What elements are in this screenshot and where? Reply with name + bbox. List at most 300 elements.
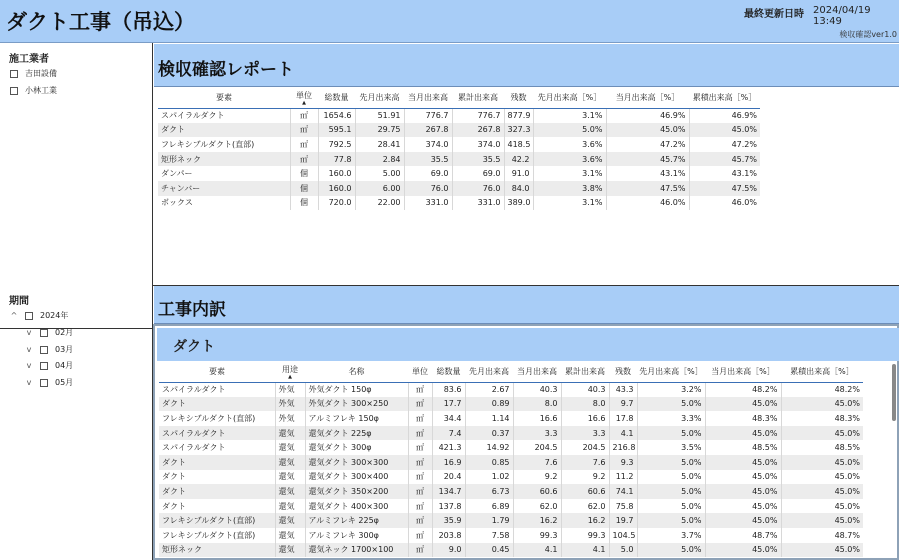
checkbox-icon[interactable] [40,362,48,370]
table-cell: 7.4 [432,426,465,441]
table-cell: 331.0 [452,196,504,211]
table-cell: 45.0% [781,484,863,499]
column-header[interactable] [689,88,760,108]
column-header[interactable] [408,362,432,382]
table-cell: 還気 [275,513,305,528]
contractor-slicer-title: 施工業者 [9,54,49,65]
table-cell: 776.7 [404,108,452,123]
table-cell: 45.0% [781,499,863,514]
table-cell: 16.2 [561,513,609,528]
column-header[interactable] [404,88,452,108]
table-cell: ダクト [159,397,275,412]
table-cell: 42.2 [504,152,533,167]
table-cell: 389.0 [504,196,533,211]
table-cell: 22.00 [355,196,404,211]
table-cell: 還気ダクト 300×300 [305,455,408,470]
table-cell: 137.8 [432,499,465,514]
table-cell: 9.7 [609,397,637,412]
table-cell: ㎡ [408,455,432,470]
table-cell: 17.7 [432,397,465,412]
column-header[interactable] [452,88,504,108]
report-table-container [158,88,763,210]
table-row[interactable] [159,397,863,412]
column-header[interactable] [275,362,305,382]
version-label: 検収確認ver1.0 [839,30,897,39]
table-row[interactable] [159,455,863,470]
table-cell: 40.3 [561,382,609,397]
table-cell: 4.1 [513,543,561,558]
table-cell: 17.8 [609,411,637,426]
table-cell: 46.9% [689,108,760,123]
table-cell: ダクト [158,123,290,138]
checkbox-icon[interactable] [40,329,48,337]
table-cell: 14.92 [465,440,513,455]
breakdown-title: 工事内訳 [158,300,226,320]
table-cell: 16.6 [513,411,561,426]
report-table [158,88,760,210]
table-row[interactable] [159,382,863,397]
column-header[interactable] [781,362,863,382]
table-cell: 4.1 [609,426,637,441]
table-cell: 46.0% [606,196,689,211]
table-cell: 327.3 [504,123,533,138]
table-cell: 267.8 [452,123,504,138]
table-cell: 5.0% [637,499,705,514]
table-cell: ㎡ [290,152,318,167]
duct-panel [153,324,899,560]
table-cell: 45.0% [781,513,863,528]
table-cell: 45.0% [606,123,689,138]
checkbox-icon[interactable] [25,312,33,320]
table-cell: 還気ダクト 225φ [305,426,408,441]
table-cell: 877.9 [504,108,533,123]
period-year-2024[interactable] [9,310,68,321]
table-cell: ㎡ [408,513,432,528]
table-cell: 160.0 [318,166,355,181]
column-header-label: 総数量 [324,93,349,103]
column-header[interactable] [432,362,465,382]
table-cell: ダンパー [161,169,193,179]
table-cell: 5.00 [355,166,404,181]
column-header[interactable] [637,362,705,382]
report-title: 検収確認レポート [158,60,294,80]
table-cell: 2.84 [355,152,404,167]
table-cell: ㎡ [290,123,318,138]
contractor-option-yoshida[interactable] [10,68,57,79]
table-cell: 48.7% [781,528,863,543]
table-cell: スパイラルダクト [162,443,226,453]
table-cell: 3.5% [637,440,705,455]
table-cell: スパイラルダクト [162,385,226,395]
column-header-label: 累計出来高 [565,367,605,377]
table-cell: ボックス [161,198,193,208]
table-cell: 3.3 [561,426,609,441]
table-row[interactable] [159,543,863,558]
table-cell: 5.0% [637,484,705,499]
table-cell: 595.1 [318,123,355,138]
table-row[interactable] [158,137,760,152]
last-updated-value: 2024/04/19 13:49 [813,5,871,27]
table-cell: フレキシブルダクト(直部) [161,139,255,149]
month-label: 04月 [55,361,74,370]
table-cell: 374.0 [452,137,504,152]
table-cell: 62.0 [561,499,609,514]
table-cell: 45.0% [781,426,863,441]
table-cell: 3.6% [533,137,606,152]
table-cell: 776.7 [452,108,504,123]
column-header-label: 累計出来高 [458,93,498,103]
year-label: 2024年 [40,311,69,320]
table-cell: 7.6 [513,455,561,470]
table-cell: 104.5 [609,528,637,543]
table-cell: 6.89 [465,499,513,514]
table-cell: 75.8 [609,499,637,514]
table-cell: フレキシブルダクト(直部) [162,530,256,540]
table-cell: 83.6 [432,382,465,397]
table-row[interactable] [158,166,760,181]
table-cell: 還気 [275,455,305,470]
table-cell: 16.2 [513,513,561,528]
table-cell: 5.0% [637,513,705,528]
month-label: 02月 [55,328,74,337]
table-row[interactable] [158,152,760,167]
table-cell: 45.0% [705,455,781,470]
table-cell: 外気ダクト 150φ [305,382,408,397]
table-cell: 60.6 [513,484,561,499]
table-cell: 47.2% [689,137,760,152]
table-cell: 99.3 [561,528,609,543]
table-row[interactable] [159,499,863,514]
column-header-label: 残数 [510,93,527,103]
table-cell: 16.9 [432,455,465,470]
table-cell: 216.8 [609,440,637,455]
table-cell: ㎡ [408,411,432,426]
column-header[interactable] [465,362,513,382]
column-header-label: 当月出来高［%］ [615,93,680,103]
table-cell: 45.0% [781,397,863,412]
column-header-label: 累積出来高［%］ [692,93,757,103]
column-header-label: 先月出来高 [359,93,400,103]
duct-title: ダクト [173,339,215,355]
table-cell: フレキシブルダクト(直部) [159,513,275,528]
table-row[interactable] [158,123,760,138]
table-cell: ダクト [162,501,186,511]
period-month-02[interactable] [24,327,73,338]
column-header-label: 当月出来高［%］ [711,367,775,377]
table-cell: 76.0 [452,181,504,196]
table-cell: 43.1% [689,166,760,181]
table-cell: 84.0 [504,181,533,196]
table-cell: 7.6 [561,455,609,470]
table-cell: 外気 [275,397,305,412]
column-header[interactable] [504,88,533,108]
column-header[interactable] [290,88,318,108]
chevron-down-icon[interactable]: v [26,378,32,387]
table-cell: 還気 [275,426,305,441]
table-cell: 69.0 [452,166,504,181]
column-header[interactable] [609,362,637,382]
table-row[interactable] [159,528,863,543]
table-cell: 134.7 [432,484,465,499]
table-row[interactable] [159,484,863,499]
column-header-label: 要素 [216,93,232,103]
table-cell: 0.85 [465,455,513,470]
table-cell: 5.0% [637,543,705,558]
table-cell: 5.0 [609,543,637,558]
table-cell: 個 [290,196,318,211]
table-row[interactable] [159,426,863,441]
breakdown-scrollbar[interactable] [892,364,896,421]
table-cell: 3.1% [533,108,606,123]
table-cell: 還気 [275,484,305,499]
column-header-label: 名称 [348,367,365,377]
breakdown-table-container [159,362,865,557]
period-month-05[interactable] [24,377,73,388]
table-cell: 45.0% [705,484,781,499]
table-cell: 5.0% [637,397,705,412]
table-cell: 還気 [275,499,305,514]
table-cell: 9.0 [432,543,465,558]
checkbox-icon[interactable] [40,346,48,354]
column-header-label: 当月出来高 [408,93,448,103]
table-cell: 6.73 [465,484,513,499]
table-cell: ㎡ [408,543,432,558]
table-cell: 外気ダクト 300×250 [305,397,408,412]
table-cell: ダクト [162,472,186,482]
table-cell: 203.8 [432,528,465,543]
report-header [154,44,899,87]
table-cell: 5.0% [637,470,705,485]
table-cell: 48.5% [705,440,781,455]
table-cell: 矩形ネック [159,543,275,558]
table-cell: 8.0 [561,397,609,412]
column-header[interactable] [158,88,290,108]
table-cell: 28.41 [355,137,404,152]
table-cell: 還気 [275,440,305,455]
table-cell: 個 [290,181,318,196]
table-cell: 45.7% [606,152,689,167]
filter-panel [0,43,153,560]
table-cell: ㎡ [408,440,432,455]
table-cell: 45.0% [689,123,760,138]
table-cell: 45.7% [689,152,760,167]
table-cell: 47.5% [606,181,689,196]
table-cell: 還気ダクト 400×300 [305,499,408,514]
chevron-down-icon[interactable]: v [26,345,32,354]
table-cell: 160.0 [318,181,355,196]
table-row[interactable] [159,411,863,426]
table-cell: アルミフレキ 225φ [305,513,408,528]
table-cell: ㎡ [408,470,432,485]
table-cell: ㎡ [408,426,432,441]
table-cell: 91.0 [504,166,533,181]
table-cell: 418.5 [504,137,533,152]
table-cell: 還気ダクト 350×200 [305,484,408,499]
table-cell: 43.1% [606,166,689,181]
column-header[interactable] [318,88,355,108]
table-cell: 374.0 [404,137,452,152]
table-cell: 46.0% [689,196,760,211]
table-cell: ダクト [159,455,275,470]
table-cell: 45.0% [705,513,781,528]
table-cell: 0.89 [465,397,513,412]
period-slicer-title: 期間 [9,296,29,307]
table-cell: 3.2% [637,382,705,397]
table-cell: 3.1% [533,196,606,211]
checkbox-icon[interactable] [40,379,48,387]
table-cell: 48.7% [705,528,781,543]
chevron-up-icon[interactable]: ^ [10,311,18,320]
table-cell: 62.0 [513,499,561,514]
breakdown-header [154,286,899,324]
table-cell: 45.0% [781,470,863,485]
table-cell: 9.2 [513,470,561,485]
table-cell: 2.67 [465,382,513,397]
contractor-option-kobayashi[interactable] [10,85,57,96]
column-header[interactable] [561,362,609,382]
table-row[interactable] [159,513,863,528]
chevron-down-icon[interactable]: v [26,328,32,337]
column-header-label: 先月出来高 [469,367,509,377]
app-title: ダクト工事（吊込） [6,10,195,34]
table-cell: 46.9% [606,108,689,123]
contractor-label: 吉田設備 [25,69,57,78]
table-cell: 5.0% [533,123,606,138]
table-cell: ㎡ [408,382,432,397]
table-row[interactable] [158,181,760,196]
table-cell: ㎡ [408,499,432,514]
table-cell: 個 [290,166,318,181]
sort-ascending-icon[interactable]: ▲ [288,374,292,381]
table-cell: アルミフレキ 150φ [305,411,408,426]
last-updated-label: 最終更新日時 [744,9,804,20]
table-cell: 40.3 [513,382,561,397]
column-header-label: 単位 [296,91,312,101]
table-cell: 3.7% [637,528,705,543]
table-cell: 48.3% [705,411,781,426]
table-cell: 45.0% [705,499,781,514]
table-cell: 3.8% [533,181,606,196]
table-cell: 3.3% [637,411,705,426]
table-cell: 77.8 [318,152,355,167]
column-header[interactable] [606,88,689,108]
table-cell: 3.1% [533,166,606,181]
chevron-down-icon[interactable]: v [26,361,32,370]
table-cell: 1.02 [465,470,513,485]
table-cell: 9.2 [561,470,609,485]
table-cell: 1.79 [465,513,513,528]
column-header-label: 先月出来高［%］ [639,367,703,377]
month-label: 03月 [55,345,74,354]
table-cell: ダクト [159,484,275,499]
table-cell: ㎡ [290,108,318,123]
column-header-label: 残数 [615,367,631,377]
table-cell: 19.7 [609,513,637,528]
table-cell: フレキシブルダクト(直部) [162,413,256,423]
table-cell: 5.0% [637,455,705,470]
table-cell: 204.5 [561,440,609,455]
column-header-label: 当月出来高 [517,367,557,377]
column-header[interactable] [513,362,561,382]
column-header-label: 総数量 [436,367,461,377]
column-header[interactable] [705,362,781,382]
column-header[interactable] [533,88,606,108]
period-month-04[interactable] [24,360,73,371]
table-cell: 47.2% [606,137,689,152]
table-cell: 矩形ネック [158,152,290,167]
table-cell: 29.75 [355,123,404,138]
table-row[interactable] [159,440,863,455]
table-row[interactable] [158,108,760,123]
table-cell: スパイラルダクト [159,426,275,441]
table-cell: 331.0 [404,196,452,211]
top-header [0,0,899,43]
table-cell: 還気 [275,543,305,558]
table-cell: 35.5 [404,152,452,167]
table-cell: 35.9 [432,513,465,528]
table-cell: 45.0% [705,543,781,558]
column-header-label: 先月出来高［%］ [537,93,602,103]
table-cell: 3.6% [533,152,606,167]
table-cell: 還気ネック 1700×100 [305,543,408,558]
table-cell: 45.0% [705,426,781,441]
table-cell: 48.2% [705,382,781,397]
table-cell: 47.5% [689,181,760,196]
checkbox-icon[interactable] [10,70,18,78]
table-cell: 421.3 [432,440,465,455]
column-header-label: 用途 [282,365,298,375]
table-cell: 48.2% [781,382,863,397]
period-month-03[interactable] [24,344,73,355]
panel-divider [0,328,153,329]
duct-header [157,328,899,361]
table-cell: 6.00 [355,181,404,196]
table-cell: 8.0 [513,397,561,412]
column-header[interactable] [355,88,404,108]
table-cell: 69.0 [404,166,452,181]
table-cell: 7.58 [465,528,513,543]
table-cell: 99.3 [513,528,561,543]
table-cell: 35.5 [452,152,504,167]
table-cell: 還気ダクト 300φ [305,440,408,455]
table-cell: 5.0% [637,426,705,441]
table-cell: 11.2 [609,470,637,485]
table-cell: 720.0 [318,196,355,211]
table-cell: 還気 [275,470,305,485]
column-header-label: 要素 [209,367,225,377]
table-cell: スパイラルダクト [161,111,225,121]
table-cell: ㎡ [290,137,318,152]
checkbox-icon[interactable] [10,87,18,95]
table-cell: 0.37 [465,426,513,441]
table-row[interactable] [158,196,760,211]
table-cell: 204.5 [513,440,561,455]
table-cell: ㎡ [408,484,432,499]
table-cell: 16.6 [561,411,609,426]
table-row[interactable] [159,470,863,485]
table-cell: 4.1 [561,543,609,558]
table-cell: アルミフレキ 300φ [305,528,408,543]
table-cell: 還気ダクト 300×400 [305,470,408,485]
table-cell: 20.4 [432,470,465,485]
sort-ascending-icon[interactable]: ▲ [302,100,306,107]
column-header[interactable] [159,362,275,382]
table-cell: 48.3% [781,411,863,426]
column-header[interactable] [305,362,408,382]
table-cell: 51.91 [355,108,404,123]
table-cell: 45.0% [705,470,781,485]
table-cell: 76.0 [404,181,452,196]
